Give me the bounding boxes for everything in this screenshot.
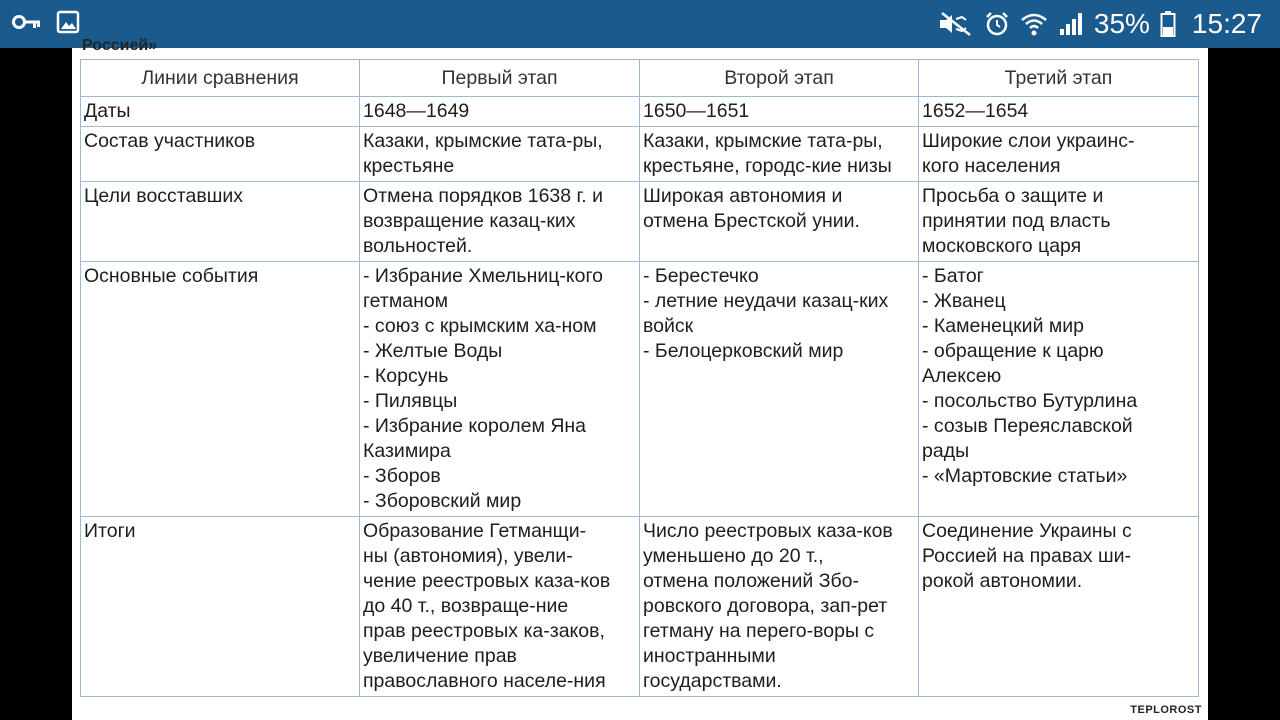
- cell-text-line: 1652—1654: [922, 100, 1029, 122]
- row-label-cell: [81, 262, 360, 517]
- cell-text-line: Даты: [84, 100, 131, 122]
- cell-text-line: Казимира: [363, 440, 451, 462]
- stage-cell: [919, 127, 1199, 182]
- cell-text-line: ны (автономия), увели-: [363, 545, 573, 567]
- row-goals: [81, 182, 1199, 262]
- table-header-row: [81, 60, 1199, 97]
- cell-text-line: Казаки, крымские тата-ры,: [363, 130, 603, 152]
- cell-text-line: - Пилявцы: [363, 390, 458, 412]
- cell-text-line: - созыв Переяславской: [922, 415, 1133, 437]
- key-icon: [12, 12, 42, 32]
- cell-text-line: принятии под власть: [922, 210, 1111, 232]
- cell-text-line: - Избрание королем Яна: [363, 415, 587, 437]
- cell-text-line: возвращение казац-ких: [363, 210, 576, 232]
- cell-text-line: кого населения: [922, 155, 1061, 177]
- cell-text-line: московского царя: [922, 235, 1082, 257]
- cell-signal-icon: [1058, 11, 1084, 37]
- cell-text-line: Цели восставших: [84, 185, 243, 207]
- cell-text-line: - летние неудачи казац-ких: [643, 290, 889, 312]
- header-comparison-lines: Линии сравнения: [81, 60, 360, 97]
- stage-cell: [360, 262, 640, 517]
- cell-text-line: - Корсунь: [363, 365, 449, 387]
- cell-text-line: рокой автономии.: [922, 570, 1083, 592]
- cell-text-line: чение реестровых каза-ков: [363, 570, 611, 592]
- cell-text-line: отмена Брестской унии.: [643, 210, 860, 232]
- cell-text-line: уменьшено до 20 т.,: [643, 545, 824, 567]
- cell-text-line: гетману на перего-воры с: [643, 620, 875, 642]
- wifi-icon: [1020, 11, 1048, 37]
- stage-cell: [640, 97, 919, 127]
- cell-text-line: крестьяне, городс-кие низы: [643, 155, 892, 177]
- row-label-cell: [81, 517, 360, 697]
- cell-text-line: - Зборовский мир: [363, 490, 522, 512]
- cell-text-line: Соединение Украины с: [922, 520, 1132, 542]
- cell-text-line: увеличение прав: [363, 645, 517, 667]
- row-dates: [81, 97, 1199, 127]
- cell-text-line: Казаки, крымские тата-ры,: [643, 130, 883, 152]
- cell-text-line: Широкие слои украинс-: [922, 130, 1135, 152]
- cell-text-line: гетманом: [363, 290, 449, 312]
- status-bar: [0, 0, 1280, 48]
- cut-off-heading: Россией»: [82, 37, 158, 54]
- cell-text-line: 1648—1649: [363, 100, 470, 122]
- cell-text-line: иностранными: [643, 645, 776, 667]
- header-first-stage: Первый этап: [360, 60, 640, 97]
- document-page[interactable]: [72, 37, 1208, 720]
- stage-cell: [919, 517, 1199, 697]
- cell-text-line: Отмена порядков 1638 г. и: [363, 185, 603, 207]
- cell-text-line: - Зборов: [363, 465, 441, 487]
- row-label-cell: [81, 97, 360, 127]
- cell-text-line: Россией на правах ши-: [922, 545, 1132, 567]
- cell-text-line: - Каменецкий мир: [922, 315, 1085, 337]
- cell-text-line: - Батог: [922, 265, 984, 287]
- cell-text-line: - союз с крымским ха-ном: [363, 315, 597, 337]
- cell-text-line: Просьба о защите и: [922, 185, 1104, 207]
- cell-text-line: отмена положений Збо-: [643, 570, 859, 592]
- cell-text-line: - «Мартовские статьи»: [922, 465, 1128, 487]
- cell-text-line: рады: [922, 440, 970, 462]
- cell-text-line: войск: [643, 315, 694, 337]
- cell-text-line: Алексею: [922, 365, 1002, 387]
- stage-cell: [640, 517, 919, 697]
- mute-icon: [938, 11, 974, 37]
- cell-text-line: православного населе-ния: [363, 670, 606, 692]
- comparison-table: [80, 59, 1199, 697]
- header-third-stage: Третий этап: [919, 60, 1199, 97]
- stage-cell: [919, 262, 1199, 517]
- cell-text-line: Состав участников: [84, 130, 256, 152]
- cell-text-line: - Избрание Хмельниц-кого: [363, 265, 604, 287]
- cell-text-line: - Берестечко: [643, 265, 759, 287]
- cell-text-line: ровского договора, зап-рет: [643, 595, 888, 617]
- cell-text-line: - посольство Бутурлина: [922, 390, 1138, 412]
- cell-text-line: 1650—1651: [643, 100, 750, 122]
- battery-icon: [1160, 10, 1176, 38]
- cell-text-line: - Белоцерковский мир: [643, 340, 844, 362]
- cell-text-line: крестьяне: [363, 155, 455, 177]
- cell-text-line: Итоги: [84, 520, 136, 542]
- row-participants: [81, 127, 1199, 182]
- row-events: [81, 262, 1199, 517]
- cell-text-line: Число реестровых каза-ков: [643, 520, 893, 542]
- row-label-cell: [81, 127, 360, 182]
- cell-text-line: Образование Гетманщи-: [363, 520, 587, 542]
- cell-text-line: прав реестровых ка-заков,: [363, 620, 605, 642]
- watermark: TEPLOROST: [1130, 704, 1202, 716]
- cell-text-line: государствами.: [643, 670, 782, 692]
- cell-text-line: - Желтые Воды: [363, 340, 503, 362]
- stage-cell: [360, 97, 640, 127]
- row-label-cell: [81, 182, 360, 262]
- image-icon: [56, 10, 80, 34]
- stage-cell: [360, 127, 640, 182]
- battery-percent: 35%: [1093, 8, 1150, 39]
- stage-cell: [640, 262, 919, 517]
- cell-text-line: Основные события: [84, 265, 259, 287]
- header-second-stage: Второй этап: [640, 60, 919, 97]
- alarm-icon: [984, 11, 1010, 37]
- cell-text-line: Широкая автономия и: [643, 185, 843, 207]
- stage-cell: [640, 182, 919, 262]
- cell-text-line: до 40 т., возвраще-ние: [363, 595, 569, 617]
- stage-cell: [360, 517, 640, 697]
- stage-cell: [640, 127, 919, 182]
- cell-text-line: - обращение к царю: [922, 340, 1104, 362]
- cell-text-line: - Жванец: [922, 290, 1006, 312]
- stage-cell: [919, 97, 1199, 127]
- row-results: [81, 517, 1199, 697]
- cell-text-line: вольностей.: [363, 235, 473, 257]
- clock: 15:27: [1191, 8, 1262, 39]
- stage-cell: [919, 182, 1199, 262]
- stage-cell: [360, 182, 640, 262]
